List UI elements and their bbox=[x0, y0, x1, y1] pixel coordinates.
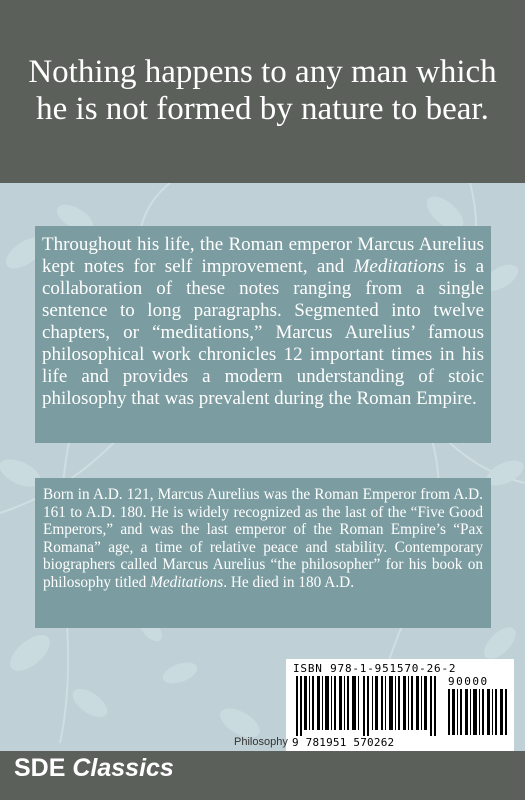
publisher-brand bbox=[14, 752, 174, 784]
brand-series: Classics bbox=[72, 754, 174, 782]
description-book-title: Meditations bbox=[353, 256, 445, 277]
quote-line-2: he is not formed by nature to bear. bbox=[36, 91, 489, 127]
isbn-barcode bbox=[286, 659, 514, 751]
price-barcode-bars bbox=[448, 689, 508, 735]
category-label: Philosophy bbox=[234, 736, 288, 748]
biography-book-title: Meditations bbox=[150, 573, 224, 591]
ean-barcode-bars bbox=[296, 676, 438, 736]
biography-text-cont: . He died in 180 A.D. bbox=[223, 573, 355, 591]
description-text: Throughout his life, the Roman emperor Marcus Aurelius kept notes for self improvement, and bbox=[42, 234, 484, 277]
quote-line-1: Nothing happens to any man which bbox=[28, 54, 497, 90]
back-cover-quote bbox=[10, 54, 515, 128]
price-code: 90000 bbox=[448, 675, 489, 688]
biography-text: Born in A.D. 121, Marcus Aurelius was the Roman Emperor from A.D. 161 to A.D. 180. He is widely recognized as the last of the “Five Good Emperors,” and was the last emperor of the Roman Empire’s “Pax Romana” age, a time of relative peace and stability. Contemporary biographers called Marcus Aurelius “the philosopher” for his book on philosophy titled bbox=[43, 486, 483, 591]
description-text-cont: is a collaboration of these notes ranging from a single sentence to long paragraphs. Segmented into twelve chapters, or “meditations,” Marcus Aurelius’ famous philosophical work chronicles 12 important times in his life and provides a modern understanding of stoic philosophy that was prevalent during the Roman Empire. bbox=[42, 256, 485, 409]
biography-panel bbox=[35, 478, 491, 628]
isbn-number: ISBN 978-1-951570-26-2 bbox=[293, 662, 457, 675]
brand-name: SDE bbox=[14, 754, 66, 782]
barcode-digits: 9 781951 570262 bbox=[292, 736, 395, 749]
description-panel bbox=[35, 226, 491, 443]
